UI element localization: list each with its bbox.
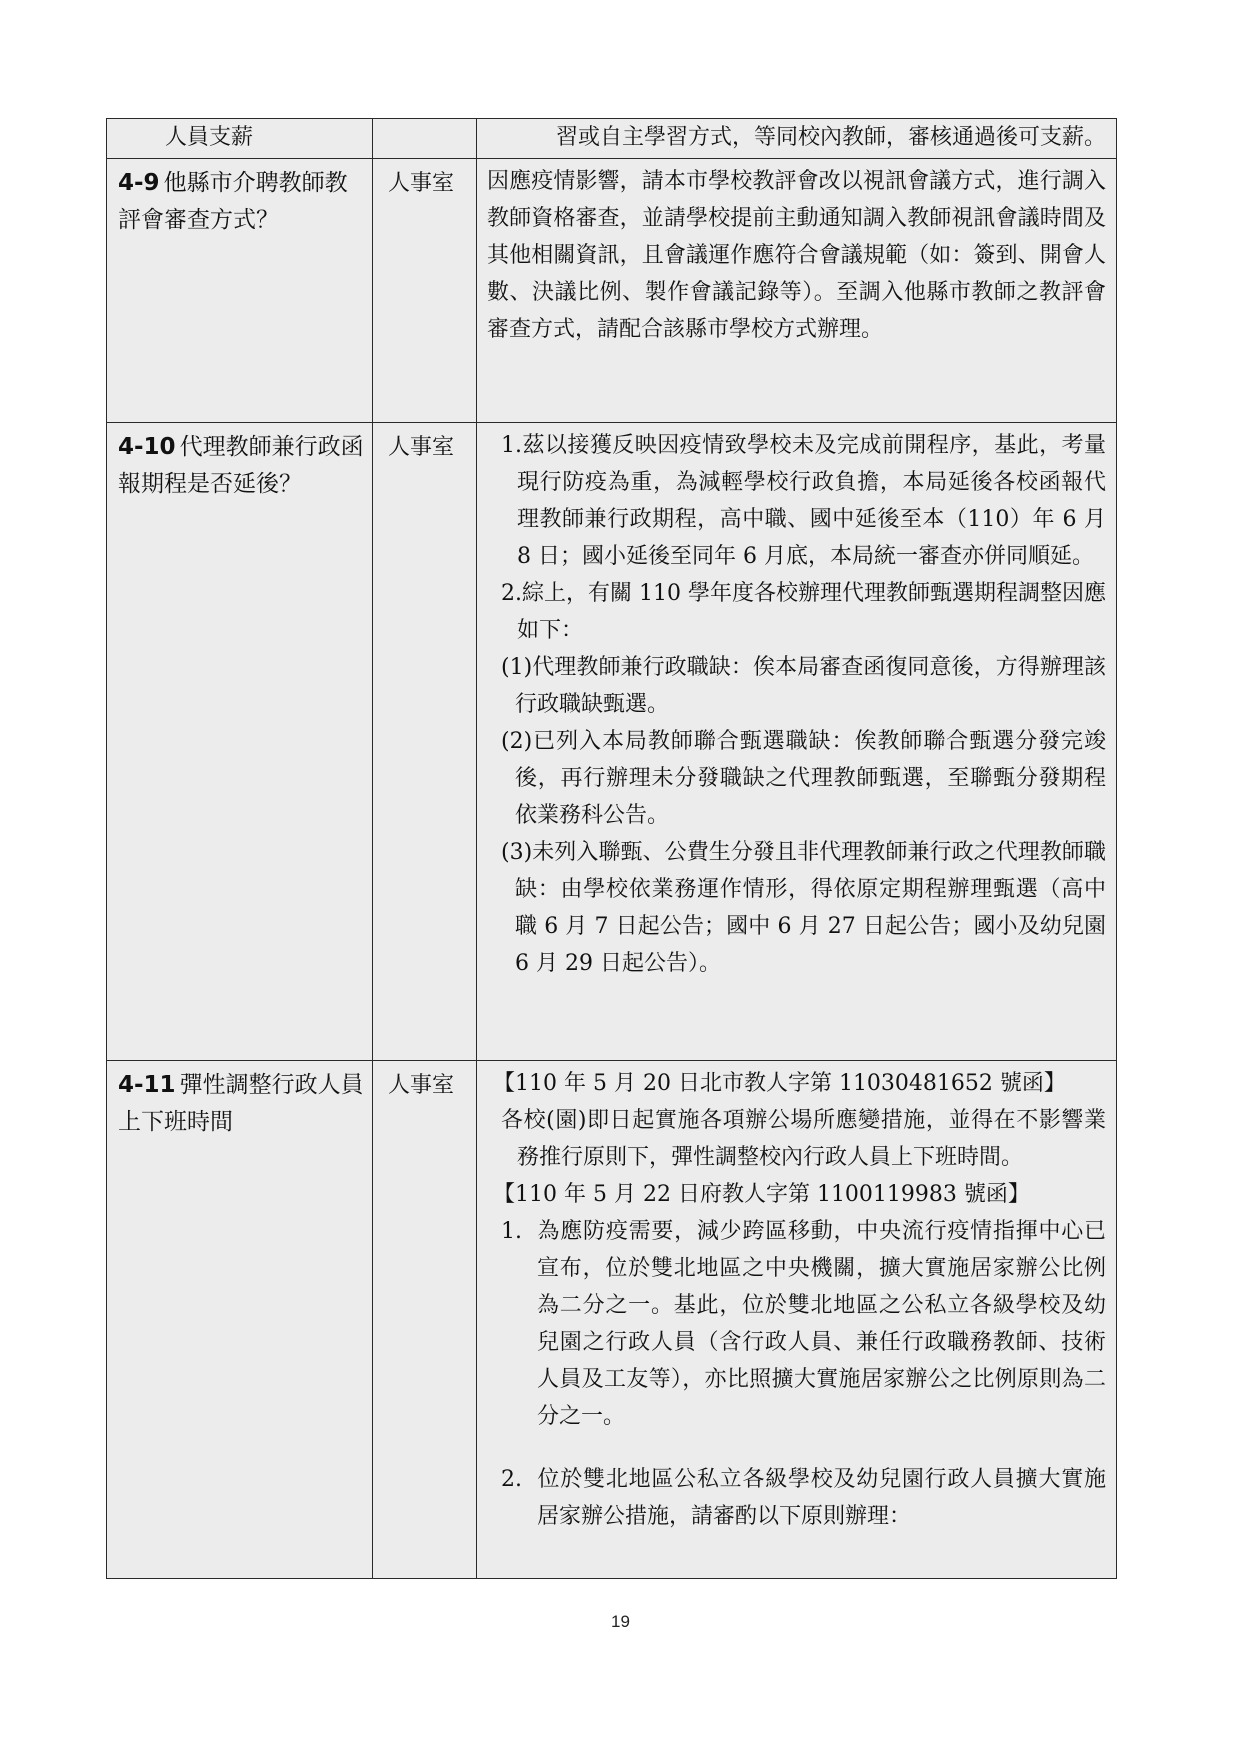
table-row-4-11 xyxy=(107,1061,1117,1579)
answer-text: 習或自主學習方式，等同校內教師，審核通過後可支薪。 xyxy=(555,125,1106,150)
page-number: 19 xyxy=(611,1612,630,1631)
department-cell xyxy=(373,1061,477,1579)
question-text: 人員支薪 xyxy=(165,125,254,150)
table-row-4-9 xyxy=(107,159,1117,423)
answer-cell xyxy=(477,159,1117,423)
question-number: 4-11 xyxy=(118,1072,176,1098)
table-row-4-10 xyxy=(107,423,1117,1061)
question-cell xyxy=(107,1061,373,1579)
reference-heading: 【110 年 5 月 20 日北市教人字第 11030481652 號函】 xyxy=(493,1071,1066,1096)
department-label: 人事室 xyxy=(388,435,455,460)
answer-item: 1. 為應防疫需要，減少跨區移動，中央流行疫情指揮中心已宣布，位於雙北地區之中央機關，擴大實施居家辦公比例為二分之一。基此，位於雙北地區之公私立各級學校及幼兒園之行政人員（含行政人員、兼任行政職務教師、技術人員及工友等），亦比照擴大實施居家辦公之比例原則為二分之一。 xyxy=(501,1219,1106,1429)
question-cell xyxy=(107,119,373,159)
department-label: 人事室 xyxy=(388,171,455,196)
answer-text: 因應疫情影響，請本市學校教評會改以視訊會議方式，進行調入教師資格審查，並請學校提前主動通知調入教師視訊會議時間及其他相關資訊，且會議運作應符合會議規範（如：簽到、開會人數、決議比例、製作會議記錄等）。至調入他縣市教師之教評會審查方式，請配合該縣市學校方式辦理。 xyxy=(487,169,1106,342)
question-cell xyxy=(107,159,373,423)
answer-cell xyxy=(477,1061,1117,1579)
answer-item: 2. 位於雙北地區公私立各級學校及幼兒園行政人員擴大實施居家辦公措施，請審酌以下原則辦理： xyxy=(501,1467,1106,1529)
answer-subitem: (2)已列入本局教師聯合甄選職缺：俟教師聯合甄選分發完竣後，再行辦理未分發職缺之代理教師甄選，至聯甄分發期程依業務科公告。 xyxy=(501,729,1106,828)
question-text: 代理教師兼行政函報期程是否延後？ xyxy=(118,434,364,497)
question-number: 4-10 xyxy=(118,434,176,460)
answer-cell xyxy=(477,423,1117,1061)
table-row-continuation xyxy=(107,119,1117,159)
department-cell xyxy=(373,423,477,1061)
question-cell xyxy=(107,423,373,1061)
question-text: 他縣市介聘教師教評會審查方式？ xyxy=(118,170,348,233)
answer-text: 各校(園)即日起實施各項辦公場所應變措施，並得在不影響業務推行原則下，彈性調整校內行政人員上下班時間。 xyxy=(501,1108,1106,1170)
answer-subitem: (1)代理教師兼行政職缺：俟本局審查函復同意後，方得辦理該行政職缺甄選。 xyxy=(501,655,1106,717)
question-number: 4-9 xyxy=(118,170,160,196)
reference-heading: 【110 年 5 月 22 日府教人字第 1100119983 號函】 xyxy=(493,1182,1030,1207)
department-cell xyxy=(373,119,477,159)
department-cell xyxy=(373,159,477,423)
question-text: 彈性調整行政人員上下班時間 xyxy=(118,1072,364,1135)
answer-item: 2.綜上，有關 110 學年度各校辦理代理教師甄選期程調整因應如下： xyxy=(501,581,1106,643)
answer-cell xyxy=(477,119,1117,159)
answer-subitem: (3)未列入聯甄、公費生分發且非代理教師兼行政之代理教師職缺：由學校依業務運作情形，得依原定期程辦理甄選（高中職 6 月 7 日起公告；國中 6 月 27 日起公告；國小及幼兒園 6 月 29 日起公告）。 xyxy=(501,840,1106,976)
department-label: 人事室 xyxy=(388,1073,455,1098)
faq-table xyxy=(106,118,1117,1579)
answer-item: 1.茲以接獲反映因疫情致學校未及完成前開程序，基此，考量現行防疫為重，為減輕學校行政負擔，本局延後各校函報代理教師兼行政期程，高中職、國中延後至本（110）年 6 月 8 日；國小延後至同年 6 月底，本局統一審查亦併同順延。 xyxy=(501,433,1106,569)
